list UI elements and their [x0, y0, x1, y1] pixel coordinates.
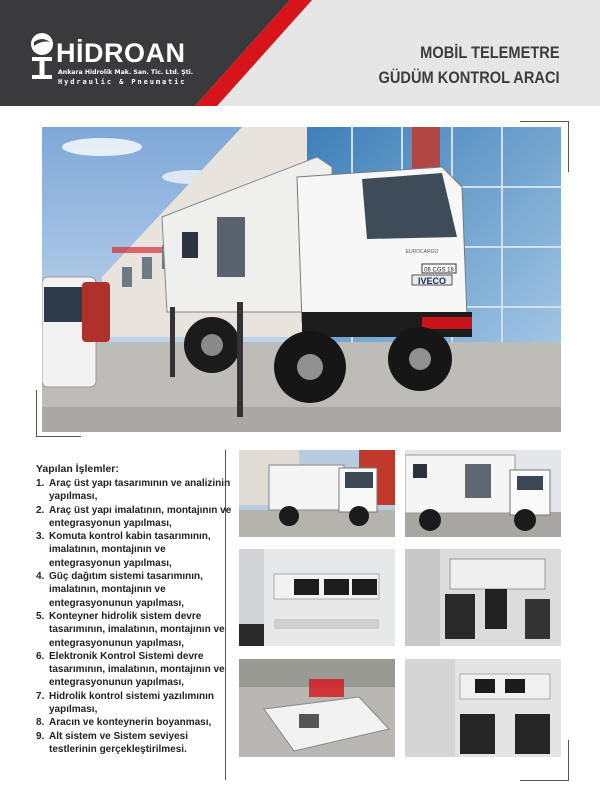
list-item-text: Araç üst yapı imalatının, montajının ve entegrasyonun yapılması, [49, 504, 232, 529]
operations-list [36, 477, 232, 756]
list-item [36, 570, 232, 610]
list-item-text: Hidrolik kontrol sistemi yazılımının yapılması, [49, 690, 215, 716]
list-item-number: 3. [36, 531, 45, 543]
thumb-cabin-interior-1 [239, 549, 395, 646]
brand-subtitle: Ankara Hidrolik Mak. San. Tic. Ltd. Şti. [58, 69, 194, 76]
list-item [36, 477, 232, 504]
page-title [379, 40, 560, 90]
thumb-cabin-interior-2 [405, 549, 561, 646]
title-line-1: MOBİL TELEMETRE [420, 43, 560, 62]
hidroan-logo-icon [30, 32, 54, 86]
list-item-number: 7. [36, 690, 45, 702]
list-item-number: 2. [36, 504, 45, 516]
list-item [36, 730, 232, 757]
list-item-number: 1. [36, 478, 45, 489]
list-item [36, 650, 232, 690]
main-truck-photo [42, 127, 561, 432]
brand-tagline: Hydraulic & Pneumatic [58, 78, 187, 86]
truck-brand-label: IVECO [417, 276, 447, 286]
thumb-truck-side-right [405, 450, 561, 537]
thumb-truck-aerial [239, 659, 395, 757]
thumb-truck-side-left [239, 450, 395, 537]
list-item-number: 6. [36, 650, 45, 662]
list-item-text: Elektronik Kontrol Sistemi devre tasarımının, imalatının, montajının ve entegrasyonunun yapılması, [49, 650, 225, 689]
truck-model-label: EUROCARGO [405, 249, 439, 255]
list-item [36, 530, 232, 570]
license-plate: 06 CGS 18 [424, 267, 454, 274]
brand-name: HİDROAN [56, 38, 186, 68]
list-item-number: 9. [36, 730, 45, 742]
list-item-text: Araç üst yapı tasarımının ve analizinin yapılması, [49, 478, 231, 503]
list-item-text: Komuta kontrol kabin tasarımının, imalatının, montajının ve entegrasyonun yapılması, [49, 531, 211, 569]
list-item [36, 690, 232, 717]
list-item-text: Konteyner hidrolik sistem devre tasarımının, imalatının, montajının ve entegrasyonunun yapılması, [49, 610, 225, 649]
thumb-cabin-interior-3 [405, 659, 561, 757]
operations-section [36, 463, 232, 756]
list-item-text: Güç dağıtım sistemi tasarımının, imalatının, montajının ve entegrasyonunun yapılması, [49, 571, 203, 609]
list-item-text: Alt sistem ve Sistem seviyesi testlerinin gerçekleştirilmesi. [49, 730, 188, 755]
list-item-number: 4. [36, 571, 45, 583]
title-line-2: GÜDÜM KONTROL ARACI [378, 68, 560, 87]
list-item-number: 8. [36, 717, 45, 729]
operations-heading: Yapılan İşlemler: [36, 463, 119, 475]
list-item-number: 5. [36, 610, 45, 622]
list-item [36, 504, 232, 531]
list-item [36, 716, 232, 729]
list-item [36, 610, 232, 650]
list-item-text: Aracın ve konteynerin boyanması, [49, 717, 212, 729]
